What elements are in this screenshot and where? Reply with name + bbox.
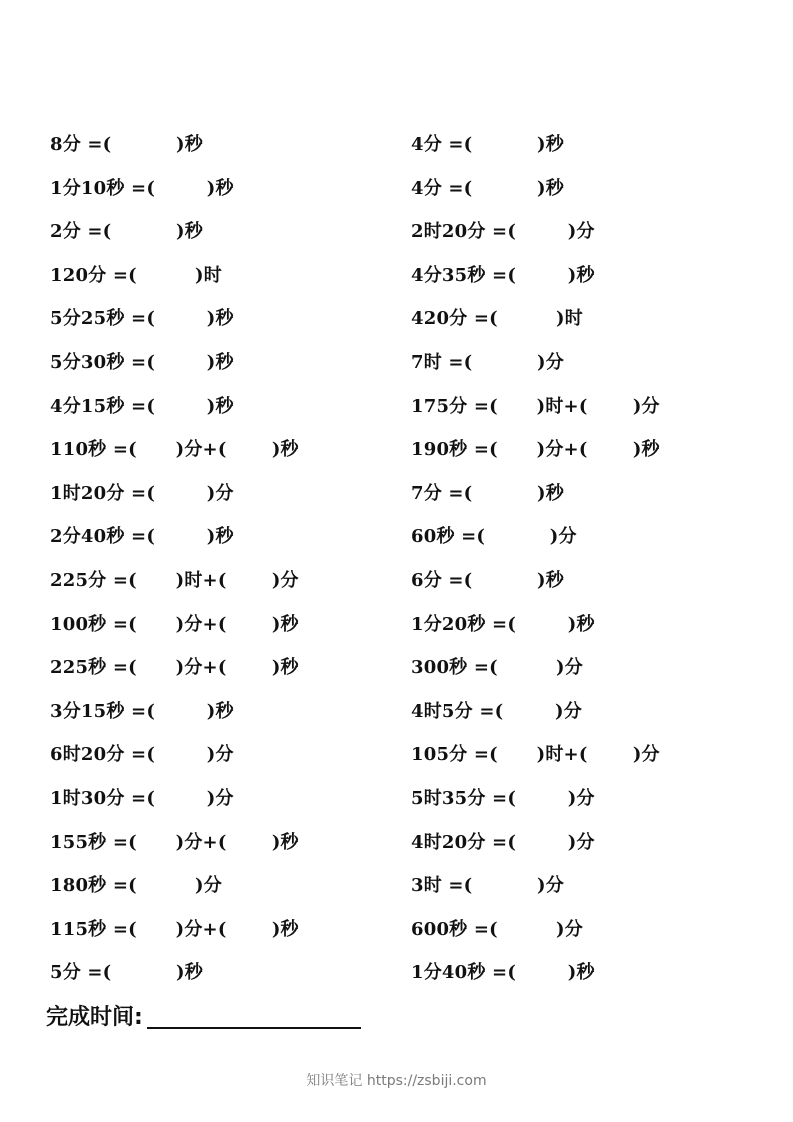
problem-row: 3时 =( )分 xyxy=(411,875,564,897)
problem-row: 105分 =( )时+( )分 xyxy=(411,744,660,766)
problem-row: 225分 =( )时+( )分 xyxy=(50,569,299,591)
problem-row: 7分 =( )秒 xyxy=(411,482,564,504)
problem-row: 1时30分 =( )分 xyxy=(50,787,234,809)
watermark-text: 知识笔记 https://zsbiji.com xyxy=(306,1073,487,1089)
problem-row: 1分40秒 =( )秒 xyxy=(411,962,595,984)
problem-row: 4分35秒 =( )秒 xyxy=(411,264,595,286)
problem-row: 6时20分 =( )分 xyxy=(50,744,234,766)
problem-row: 1分10秒 =( )秒 xyxy=(50,177,234,199)
right-problem-column xyxy=(411,123,660,995)
problem-row: 4分 =( )秒 xyxy=(411,134,564,155)
problem-row: 100秒 =( )分+( )秒 xyxy=(50,613,299,635)
problem-row: 5分30秒 =( )秒 xyxy=(50,351,234,373)
completion-time-label: 完成时间: xyxy=(46,1005,143,1030)
problem-row: 6分 =( )秒 xyxy=(411,569,564,591)
problem-row: 110秒 =( )分+( )秒 xyxy=(50,439,299,461)
problem-row: 3分15秒 =( )秒 xyxy=(50,700,234,722)
problem-row: 1分20秒 =( )秒 xyxy=(411,613,595,635)
problem-row: 300秒 =( )分 xyxy=(411,657,583,679)
problem-row: 8分 =( )秒 xyxy=(50,134,203,155)
problem-row: 5分25秒 =( )秒 xyxy=(50,308,234,330)
problem-row: 180秒 =( )分 xyxy=(50,875,222,897)
problem-row: 420分 =( )时 xyxy=(411,308,583,330)
problem-row: 60秒 =( )分 xyxy=(411,526,577,548)
problem-row: 4时5分 =( )分 xyxy=(411,700,582,722)
problem-row: 4分15秒 =( )秒 xyxy=(50,395,234,417)
completion-time xyxy=(46,1000,361,1031)
problem-row: 115秒 =( )分+( )秒 xyxy=(50,918,299,940)
problem-row: 155秒 =( )分+( )秒 xyxy=(50,831,299,853)
problem-row: 1时20分 =( )分 xyxy=(50,482,234,504)
left-problem-column xyxy=(50,123,299,995)
problem-row: 2时20分 =( )分 xyxy=(411,221,595,243)
problem-row: 190秒 =( )分+( )秒 xyxy=(411,439,660,461)
problem-row: 5分 =( )秒 xyxy=(50,962,203,984)
problem-row: 120分 =( )时 xyxy=(50,264,222,286)
problem-row: 7时 =( )分 xyxy=(411,351,564,373)
completion-time-blank xyxy=(147,1026,361,1029)
problem-row: 2分40秒 =( )秒 xyxy=(50,526,234,548)
problem-row: 600秒 =( )分 xyxy=(411,918,583,940)
problem-row: 175分 =( )时+( )分 xyxy=(411,395,660,417)
problem-row: 4时20分 =( )分 xyxy=(411,831,595,853)
problem-row: 5时35分 =( )分 xyxy=(411,787,595,809)
problem-row: 2分 =( )秒 xyxy=(50,221,203,243)
problem-row: 4分 =( )秒 xyxy=(411,177,564,199)
problem-row: 225秒 =( )分+( )秒 xyxy=(50,657,299,679)
